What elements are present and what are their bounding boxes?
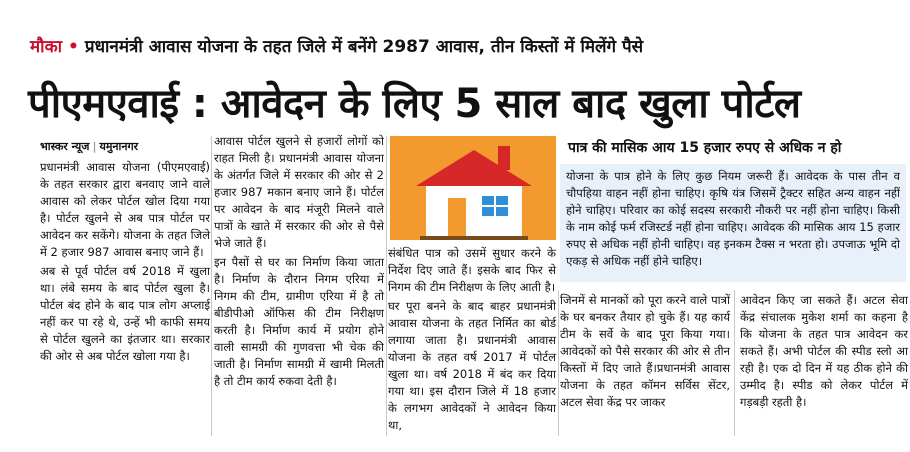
byline-separator: | — [92, 140, 97, 153]
paragraph: इन पैसों से घर का निर्माण किया जाता है। निर्माण के दौरान निगम एरिया में निगम की टीम, ग्रामीण एरिया में है तो बीडीपीओ ऑफिस की टीम निरीक्षण करती है। निर्माण कार्य में प्रयोग होने वाली सामग्री की गुणवत्ता भी चेक की जाती है। निर्माण सामग्री में खामी मिलती है तो टीम कार्य रुकवा देती है। — [214, 255, 384, 388]
paragraph: संबंधित पात्र को उसमें सुधार करने के निर्देश दिए जाते हैं। इसके बाद फिर से निगम की टीम निरीक्षण के लिए आती है। — [388, 246, 556, 294]
paragraph: जिनमें से मानकों को पूरा करने वाले पात्रों के घर बनकर तैयार हो चुके हैं। यह कार्य टीम के सर्वे के बाद पूरा किया गया। आवेदकों को पैसे सरकार की ओर से तीन किस्तों में दिए जाते हैं।प्रधानमंत्री आवास योजना के तहत कॉमन सर्विस सेंटर, अटल सेवा केंद्र पर जाकर — [560, 293, 730, 409]
article-column-1 — [40, 138, 210, 367]
kicker-text: प्रधानमंत्री आवास योजना के तहत जिले में बनेंगे 2987 आवास, तीन किस्तों में मिलेंगे पैसे — [84, 37, 644, 57]
kicker-line — [30, 34, 643, 57]
article-column-3 — [388, 245, 556, 436]
infobox-body: योजना के पात्र होने के लिए कुछ नियम जरूरी हैं। आवेदक के पास तीन व चौपहिया वाहन नहीं होना चाहिए। कृषि यंत्र जिसमें ट्रैक्टर सहित अन्य वाहन नहीं होने चाहिए। परिवार का कोई सदस्य सरकारी नौकरी पर नहीं होना चाहिए। किसी के नाम कोई फर्म रजिस्टर्ड नहीं होना चाहिए। आवेदक की मासिक आय 15 हजार रुपए से अधिक नहीं होनी चाहिए। वह इनकम टैक्स न भरता हो। उपजाऊ भूमि दो एकड़ से अधिक नहीं होने चाहिए। — [560, 164, 906, 282]
byline — [40, 138, 210, 155]
paragraph: अब से पूर्व पोर्टल वर्ष 2018 में खुला था। लंबे समय के बाद पोर्टल खुला है। पोर्टल बंद होने के बाद पात्र लोग अप्लाई नहीं कर पा रहे थे, उन्हें भी काफी समय से पोर्टल खुलने का इंतजार था। सरकार की ओर से अब पोर्टल खोला गया है। — [40, 264, 210, 363]
column-divider — [386, 136, 387, 436]
article-column-4 — [560, 292, 730, 413]
paragraph: प्रधानमंत्री आवास योजना (पीएमएवाई) के तहत सरकार द्वारा बनवाए जाने वाले आवास को लेकर पोर्टल खोल दिया गया है। पोर्टल खुलने से अब पात्र पोर्टल पर आवेदन कर सकेंगे। योजना के तहत जिले में 2 हजार 987 आवास बनाए जाने हैं। — [40, 160, 210, 259]
kicker-bullet-icon: • — [68, 37, 79, 57]
paragraph: आवेदन किए जा सकते हैं। अटल सेवा केंद्र संचालक मुकेश शर्मा का कहना है कि योजना के तहत पात्र आवेदन कर सकते हैं। अभी पोर्टल की स्पीड स्लो आ रही है। एक दो दिन में यह ठीक होने की उम्मीद है। स्पीड को लेकर पोर्टल में गड़बड़ी रहती है। — [740, 293, 908, 409]
column-divider — [558, 290, 559, 436]
infobox-title: पात्र की मासिक आय 15 हजार रुपए से अधिक न हो — [562, 135, 910, 161]
paragraph: घर पूरा बनने के बाद बाहर प्रधानमंत्री आवास योजना के तहत निर्मित का बोर्ड लगाया जाता है। प्रधानमंत्री आवास योजना के तहत वर्ष 2017 में पोर्टल खुला था। वर्ष 2018 में बंद कर दिया गया था। इस दौरान जिले में 18 हजार के लगभग आवेदकों ने आवेदन किया था, — [388, 299, 556, 432]
byline-source: भास्कर न्यूज — [40, 140, 90, 153]
headline: पीएमएवाई : आवेदन के लिए 5 साल बाद खुला पोर्टल — [28, 81, 801, 127]
column-divider — [734, 290, 735, 436]
column-divider — [211, 136, 212, 436]
paragraph: आवास पोर्टल खुलने से हजारों लोगों को राहत मिली है। प्रधानमंत्री आवास योजना के अंतर्गत जिले में सरकार की ओर से 2 हजार 987 मकान बनाए जाने हैं। पोर्टल पर आवेदन के बाद मंजूरी मिलने वाले पात्रों के खाते में सरकार की ओर से पैसे भेजे जाते हैं। — [214, 134, 384, 250]
byline-place: यमुनानगर — [99, 140, 139, 153]
house-illustration-icon — [390, 136, 556, 240]
kicker-tag: मौका — [30, 37, 63, 57]
article-column-5 — [740, 292, 908, 413]
article-column-2 — [214, 133, 384, 392]
